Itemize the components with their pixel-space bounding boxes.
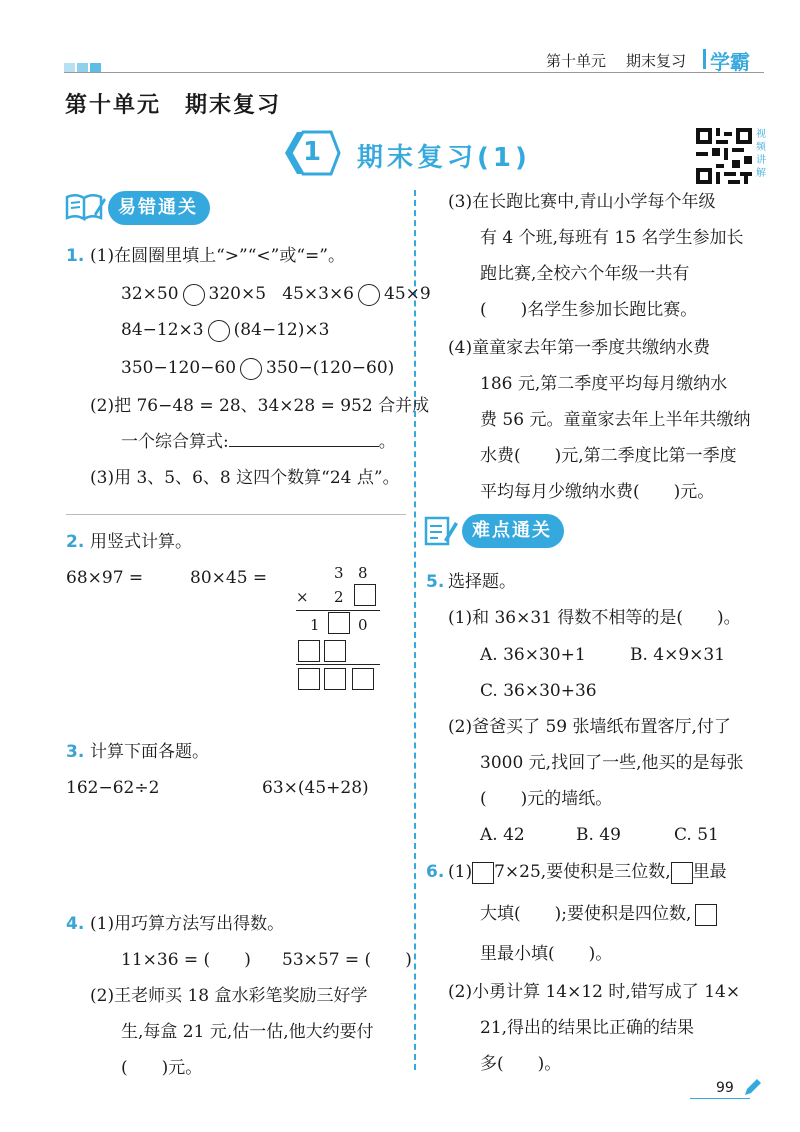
q5-option-a[interactable]: A. 36×30+1 — [480, 645, 586, 665]
digit-box[interactable] — [354, 584, 376, 606]
section-label-easy-mistakes: 易错通关 — [108, 191, 210, 225]
digit-box[interactable] — [352, 668, 374, 690]
answer-blank[interactable] — [229, 430, 379, 447]
digit-box[interactable] — [324, 668, 346, 690]
header-squares — [64, 57, 101, 76]
q4-part4-line2: 186 元,第二季度平均每月缴纳水 — [480, 374, 728, 394]
q6-part1-line3: 里最小填( )。 — [480, 944, 613, 964]
digit: 8 — [358, 564, 368, 582]
expr: 320×5 — [208, 284, 267, 304]
digit-box[interactable] — [671, 862, 693, 884]
q4-expr2: 53×57 = ( ) — [282, 950, 412, 970]
digit: 0 — [358, 616, 368, 634]
q5-part2-line3: ( )元的墙纸。 — [480, 789, 613, 809]
q6-text: 7×25,要使积是三位数, — [494, 862, 671, 882]
q1-row1 — [121, 282, 431, 306]
q5-option-a[interactable]: A. 42 — [480, 825, 525, 845]
section-label-difficult-points: 难点通关 — [462, 514, 564, 548]
q5-option-c[interactable]: C. 51 — [674, 825, 719, 845]
q2-number: 2. — [66, 532, 85, 552]
q4-part2-line1: (2)王老师买 18 盒水彩笔奖励三好学 — [90, 986, 368, 1006]
q1-part1: (1)在圆圈里填上“>”“<”或“=”。 — [90, 246, 345, 266]
vertical-calculation — [296, 564, 380, 694]
q3-expr1: 162−62÷2 — [66, 778, 160, 798]
expr: 350−120−60 — [121, 358, 237, 378]
q5-number: 5. — [426, 572, 445, 592]
header-unit: 第十单元 — [546, 52, 607, 70]
q4-part1: (1)用巧算方法写出得数。 — [90, 914, 285, 934]
q6-number: 6. — [426, 862, 445, 882]
q1-row2 — [121, 318, 329, 342]
rule — [296, 664, 380, 665]
q2-title: 用竖式计算。 — [90, 532, 192, 552]
part-label: (1) — [448, 862, 473, 882]
q6-part1-line2 — [480, 902, 717, 926]
q4-part3-line1: (3)在长跑比赛中,青山小学每个年级 — [448, 192, 716, 212]
q1-part2-line2 — [121, 430, 396, 454]
footer-rule — [690, 1098, 750, 1099]
digit-box[interactable] — [324, 640, 346, 662]
q5-part1: (1)和 36×31 得数不相等的是( )。 — [448, 608, 741, 628]
q4-part4-line1: (4)童童家去年第一季度共缴纳水费 — [448, 338, 711, 358]
q3-title: 计算下面各题。 — [90, 742, 209, 762]
q1-row3 — [121, 356, 394, 380]
q4-part3-line3: 跑比赛,全校六个年级一共有 — [480, 264, 690, 284]
digit-box[interactable] — [328, 612, 350, 634]
q4-part3-line2: 有 4 个班,每班有 15 名学生参加长 — [480, 228, 744, 248]
q3-number: 3. — [66, 742, 85, 762]
q2-expr1: 68×97 = — [66, 568, 144, 588]
q6-part2-line1: (2)小勇计算 14×12 时,错写成了 14× — [448, 982, 741, 1002]
digit: 3 — [334, 564, 344, 582]
lesson-title: 期末复习(1) — [357, 143, 531, 173]
digit: 2 — [334, 588, 344, 606]
page-title: 第十单元 期末复习 — [65, 93, 282, 118]
compare-circle[interactable] — [183, 284, 205, 306]
q6-text: 大填( );要使积是四位数, — [480, 904, 692, 924]
q4-part4-line3: 费 56 元。童童家去年上半年共缴纳 — [480, 410, 751, 430]
q1-part3: (3)用 3、5、6、8 这四个数算“24 点”。 — [90, 468, 400, 488]
compare-circle[interactable] — [240, 358, 262, 380]
expr: 45×9 — [384, 284, 431, 304]
q4-part2-line3: ( )元。 — [121, 1058, 203, 1078]
expr: (84−12)×3 — [233, 320, 330, 340]
q5-option-b[interactable]: B. 49 — [576, 825, 621, 845]
header-section: 期末复习 — [626, 52, 687, 70]
q6-part1-line1 — [448, 860, 727, 884]
q1-number: 1. — [66, 246, 85, 266]
header-bar — [703, 49, 706, 69]
period: 。 — [378, 432, 396, 452]
q6-part2-line2: 21,得出的结果比正确的结果 — [480, 1018, 695, 1038]
q4-number: 4. — [66, 914, 85, 934]
digit-box[interactable] — [695, 904, 717, 926]
q1-part2-prompt: 一个综合算式: — [121, 432, 229, 452]
divider-line — [66, 514, 406, 515]
digit-box[interactable] — [298, 640, 320, 662]
q4-part2-line2: 生,每盒 21 元,估一估,他大约要付 — [121, 1022, 374, 1042]
q2-expr2: 80×45 = — [190, 568, 268, 588]
expr: 32×50 — [121, 284, 179, 304]
expr: 350−(120−60) — [266, 358, 395, 378]
header-rule — [64, 72, 764, 73]
compare-circle[interactable] — [208, 320, 230, 342]
q4-part3-line4: ( )名学生参加长跑比赛。 — [480, 300, 698, 320]
q3-expr2: 63×(45+28) — [262, 778, 369, 798]
lesson-number: 1 — [303, 137, 322, 167]
expr: 45×3×6 — [282, 284, 355, 304]
digit-box[interactable] — [472, 862, 494, 884]
qr-code-icon — [696, 128, 752, 184]
notepad-pencil-icon — [424, 514, 458, 546]
q4-expr1: 11×36 = ( ) — [121, 950, 251, 970]
digit-box[interactable] — [298, 668, 320, 690]
q6-part2-line3: 多( )。 — [480, 1054, 562, 1074]
page-number: 99 — [716, 1080, 734, 1096]
q1-part2-line1: (2)把 76−48 = 28、34×28 = 952 合并成 — [90, 396, 430, 416]
times-sign: × — [296, 588, 309, 606]
qr-label: 视频讲解 — [756, 129, 766, 179]
digit: 1 — [310, 616, 320, 634]
q5-option-b[interactable]: B. 4×9×31 — [630, 645, 726, 665]
q5-part2-line2: 3000 元,找回了一些,他买的是每张 — [480, 753, 744, 773]
q6-text: 里最 — [692, 862, 727, 882]
expr: 84−12×3 — [121, 320, 204, 340]
q4-part4-line4: 水费( )元,第二季度比第一季度 — [480, 446, 737, 466]
q4-part4-line5: 平均每月少缴纳水费( )元。 — [480, 482, 715, 502]
book-pencil-icon — [64, 192, 106, 222]
q5-part2-line1: (2)爸爸买了 59 张墙纸布置客厅,付了 — [448, 717, 731, 737]
brand-logo: 学霸 — [710, 50, 750, 74]
q5-title: 选择题。 — [448, 572, 516, 592]
rule — [296, 610, 380, 611]
compare-circle[interactable] — [358, 284, 380, 306]
pencil-icon — [742, 1078, 762, 1098]
q5-option-c[interactable]: C. 36×30+36 — [480, 681, 597, 701]
column-divider — [414, 190, 416, 1070]
